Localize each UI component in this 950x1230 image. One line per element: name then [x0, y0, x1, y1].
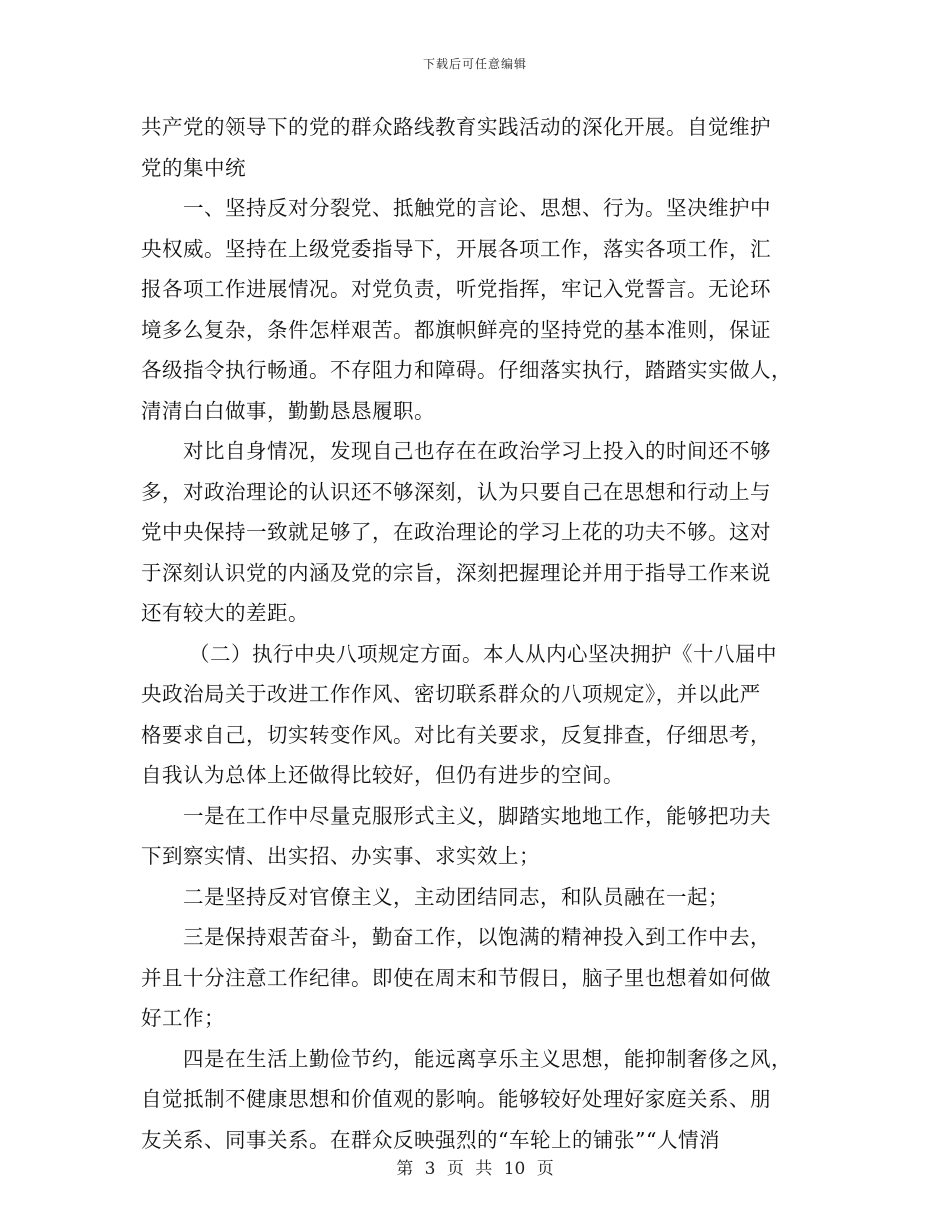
text-line: 自觉抵制不健康思想和价值观的影响。能够较好处理好家庭关系、朋	[141, 1087, 771, 1111]
text-line: 自我认为总体上还做得比较好，但仍有进步的空间。	[141, 763, 624, 787]
text-line: 报各项工作进展情况。对党负责，听党指挥，牢记入党誓言。无论环	[141, 277, 771, 301]
text-line: 于深刻认识党的内涵及党的宗旨，深刻把握理论并用于指导工作来说	[141, 560, 771, 585]
text-line: 境多么复杂，条件怎样艰苦。都旗帜鲜亮的坚持党的基本准则，保证	[141, 317, 771, 342]
text-line: 格要求自己，切实转变作风。对比有关要求，反复排查，仔细思考，	[141, 722, 771, 747]
page-header: 下载后可任意编辑	[422, 57, 527, 71]
text-line: 一是在工作中尽量克服形式主义，脚踏实地地工作，能够把功夫	[183, 803, 771, 828]
document-body	[141, 107, 811, 1160]
text-line: 下到察实情、出实招、办实事、求实效上；	[141, 844, 540, 868]
text-line: 清清白白做事，勤勤恳恳履职。	[141, 398, 435, 423]
text-line: 多，对政治理论的认识还不够深刻，认为只要自己在思想和行动上与	[141, 479, 771, 504]
text-line: 对比自身情况，发现自己也存在在政治学习上投入的时间还不够	[183, 439, 771, 463]
text-line: 各级指令执行畅通。不存阻力和障碍。仔细落实执行，踏踏实实做人，	[141, 358, 792, 382]
text-line: 三是保持艰苦奋斗，勤奋工作，以饱满的精神投入到工作中去，	[183, 925, 771, 949]
text-line: 还有较大的差距。	[141, 601, 309, 625]
text-line: 友关系、同事关系。在群众反映强烈的“车轮上的铺张”“人情消	[141, 1127, 720, 1152]
text-line: 好工作；	[141, 1006, 225, 1030]
text-line: 共产党的领导下的党的群众路线教育实践活动的深化开展。自觉维护	[141, 115, 771, 139]
text-line: 并且十分注意工作纪律。即使在周末和节假日，脑子里也想着如何做	[141, 965, 771, 990]
text-line: （二）执行中央八项规定方面。本人从内心坚决拥护《十八届中	[189, 641, 777, 666]
text-line: 一、坚持反对分裂党、抵触党的言论、思想、行为。坚决维护中	[183, 196, 771, 220]
text-line: 央政治局关于改进工作作风、密切联系群众的八项规定》，并以此严	[141, 682, 761, 706]
text-line: 四是在生活上勤俭节约，能远离享乐主义思想，能抑制奢侈之风，	[183, 1046, 792, 1071]
page-footer: 第 3 页 共 10 页	[396, 1159, 554, 1179]
text-line: 党中央保持一致就足够了，在政治理论的学习上花的功夫不够。这对	[141, 520, 771, 544]
text-line: 二是坚持反对官僚主义，主动团结同志，和队员融在一起；	[183, 884, 729, 909]
text-line: 党的集中统	[141, 155, 246, 180]
text-line: 央权威。坚持在上级党委指导下，开展各项工作，落实各项工作，汇	[141, 236, 771, 261]
